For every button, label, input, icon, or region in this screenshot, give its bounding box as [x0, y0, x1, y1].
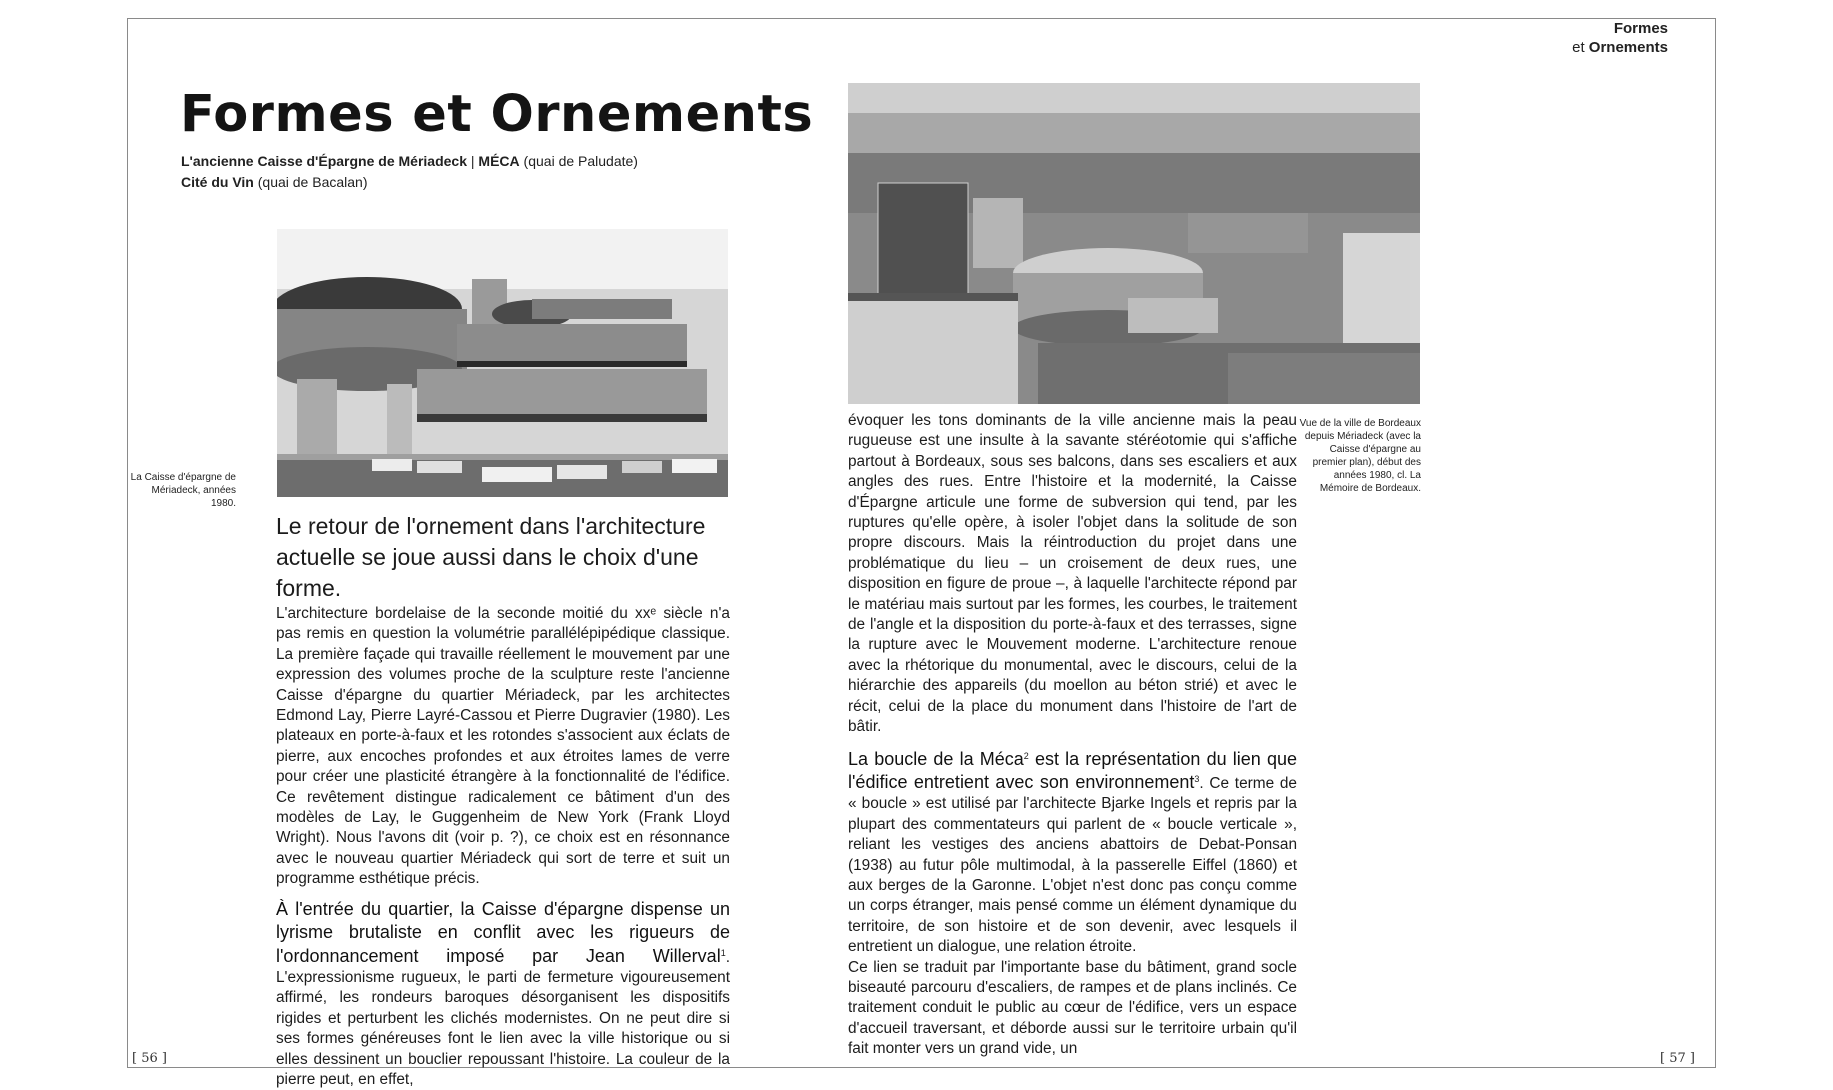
right-sublead-a: La boucle de la Méca	[848, 748, 1024, 769]
subtitle-building-3: Cité du Vin	[181, 174, 254, 190]
left-paragraph-1: L'architecture bordelaise de la seconde moitié du xxᵉ siècle n'a pas remis en question la volumétrie parallélépipédique classique. La première façade qui travaille réellement le mouvement par une expression des volumes proche de la sculpture reste l'ancienne Caisse d'épargne du quartier Mériadeck, par les architectes Edmond Lay, Pierre Layré-Cassou et Pierre Dugravier (1980). Les plateaux en porte-à-faux et les rotondes s'associent aux éclats de pierre, aux encoches profondes et aux étroites lames de verre pour créer une plasticité étrangère à la fonctionnalité de l'édifice. Ce revêtement distingue radicalement ce bâtiment d'un des modèles de Lay, le Guggenheim de New York (Frank Lloyd Wright). Nous l'avons dit (voir p. ?), ce choix est en résonnance avec le nouveau quartier Mériadeck qui sort de terre et suit un programme esthétique précis.	[276, 605, 730, 888]
folio-right: [ 57 ]	[1660, 1051, 1695, 1066]
right-paragraph-1: évoquer les tons dominants de la ville ancienne mais la peau rugueuse est une insulte à la savante stéréotomie qui s'affiche partout à Bordeaux, sous ses balcons, dans ses escaliers et aux angles des rues. Entre l'histoire et la modernité, la Caisse d'Épargne articule une forme de subversion qui tend, par les ruptures qu'elle opère, à isoler l'objet dans la solitude de son propre discours. Mais la réintroduction du projet dans une problématique du lieu – un croisement de deux rues, une disposition en figure de proue –, à laquelle l'architecte répond par le matériau mais surtout par les formes, les courbes, le traitement de l'angle et la disposition du porte-à-faux et des terrasses, signe la rupture avec le Mouvement moderne. L'architecture renoue avec la rhétorique du monumental, avec le discours, celui de la hiérarchie des appareils (du moellon au béton strié) et avec le récit, celui de la place du monument dans l'histoire de l'art de bâtir.	[848, 412, 1297, 736]
folio-left: [ 56 ]	[132, 1051, 167, 1066]
subtitle	[181, 151, 638, 193]
footnote-ref-2: 2	[1023, 750, 1029, 761]
right-column	[848, 411, 1297, 1060]
bordeaux-city-view-illustration	[848, 83, 1420, 404]
right-sublead-b: est la représentation du lien que l'édifice entretient avec son environnement	[848, 748, 1297, 792]
left-sublead: À l'entrée du quartier, la Caisse d'épargne dispense un lyrisme brutaliste en conflit avec les rigueurs de l'ordonnancement imposé par Jean Willerval	[276, 898, 730, 966]
right-paragraph-2	[848, 748, 1297, 958]
subtitle-location-3: (quai de Bacalan)	[253, 174, 368, 190]
subtitle-separator: |	[467, 153, 479, 169]
subtitle-building-2: MÉCA	[478, 153, 520, 169]
subtitle-location-2: (quai de Paludate)	[519, 153, 638, 169]
right-paragraph-2-body: . Ce terme de « boucle » est utilisé par l'architecte Bjarke Ingels et repris par la plupart des commentateurs qui parlent de « boucle verticale », reliant les vestiges des anciens abattoirs de Debat-Ponsan (1938) au futur pôle multimodal, à la passerelle Eiffel (1860) et aux berges de la Garonne. L'objet n'est donc pas conçu comme un corps étranger, mais pensé comme un élément dynamique du territoire, de son histoire et de son devenir, avec lesquels il entretient un dialogue, une relation étroite.	[848, 774, 1297, 956]
left-paragraph-2-body: . L'expressionisme rugueux, le parti de fermeture vigoureusement affirmé, les rondeurs baroques désorganisent les dispositifs rigides et perturbent les clichés modernistes. On ne peut dire si ses formes généreuses font le lien avec la ville historique ou si elles dessinent un bouclier repoussant l'histoire. La couleur de la pierre peut, en effet,	[276, 948, 730, 1088]
left-column	[276, 511, 730, 1090]
right-paragraph-3: Ce lien se traduit par l'importante base du bâtiment, grand socle biseauté parcouru d'escaliers, de rampes et de plans inclinés. Ce traitement conduit le public au cœur de l'édifice, vers un espace d'accueil traversant, et déborde aussi sur le territoire urbain qu'il fait monter vers un grand vide, un	[848, 958, 1297, 1058]
photo-caption-left: La Caisse d'épargne de Mériadeck, années 1980.	[130, 472, 236, 509]
running-head-prefix: et	[1572, 39, 1585, 56]
book-spread	[127, 18, 1716, 1088]
subtitle-building-1: L'ancienne Caisse d'Épargne de Mériadeck	[181, 153, 467, 169]
caisse-epargne-building-illustration	[277, 229, 728, 497]
running-head-line1: Formes	[1613, 20, 1668, 37]
footnote-ref-3: 3	[1194, 773, 1200, 784]
left-lead: Le retour de l'ornement dans l'architecture actuelle se joue aussi dans le choix d'une forme.	[276, 513, 706, 601]
running-head-line2: Ornements	[1588, 39, 1668, 56]
running-head	[1572, 19, 1668, 57]
footnote-ref-1: 1	[720, 947, 726, 958]
photo-bordeaux-view	[848, 83, 1420, 404]
page-title: Formes et Ornements	[180, 85, 814, 144]
photo-caisse-epargne	[277, 229, 728, 497]
photo-caption-right: Vue de la ville de Bordeaux depuis Mériadeck (avec la Caisse d'épargne au premier plan), début des années 1980, cl. La Mémoire de Bordeaux.	[1299, 418, 1421, 494]
left-paragraph-2	[276, 898, 730, 1090]
